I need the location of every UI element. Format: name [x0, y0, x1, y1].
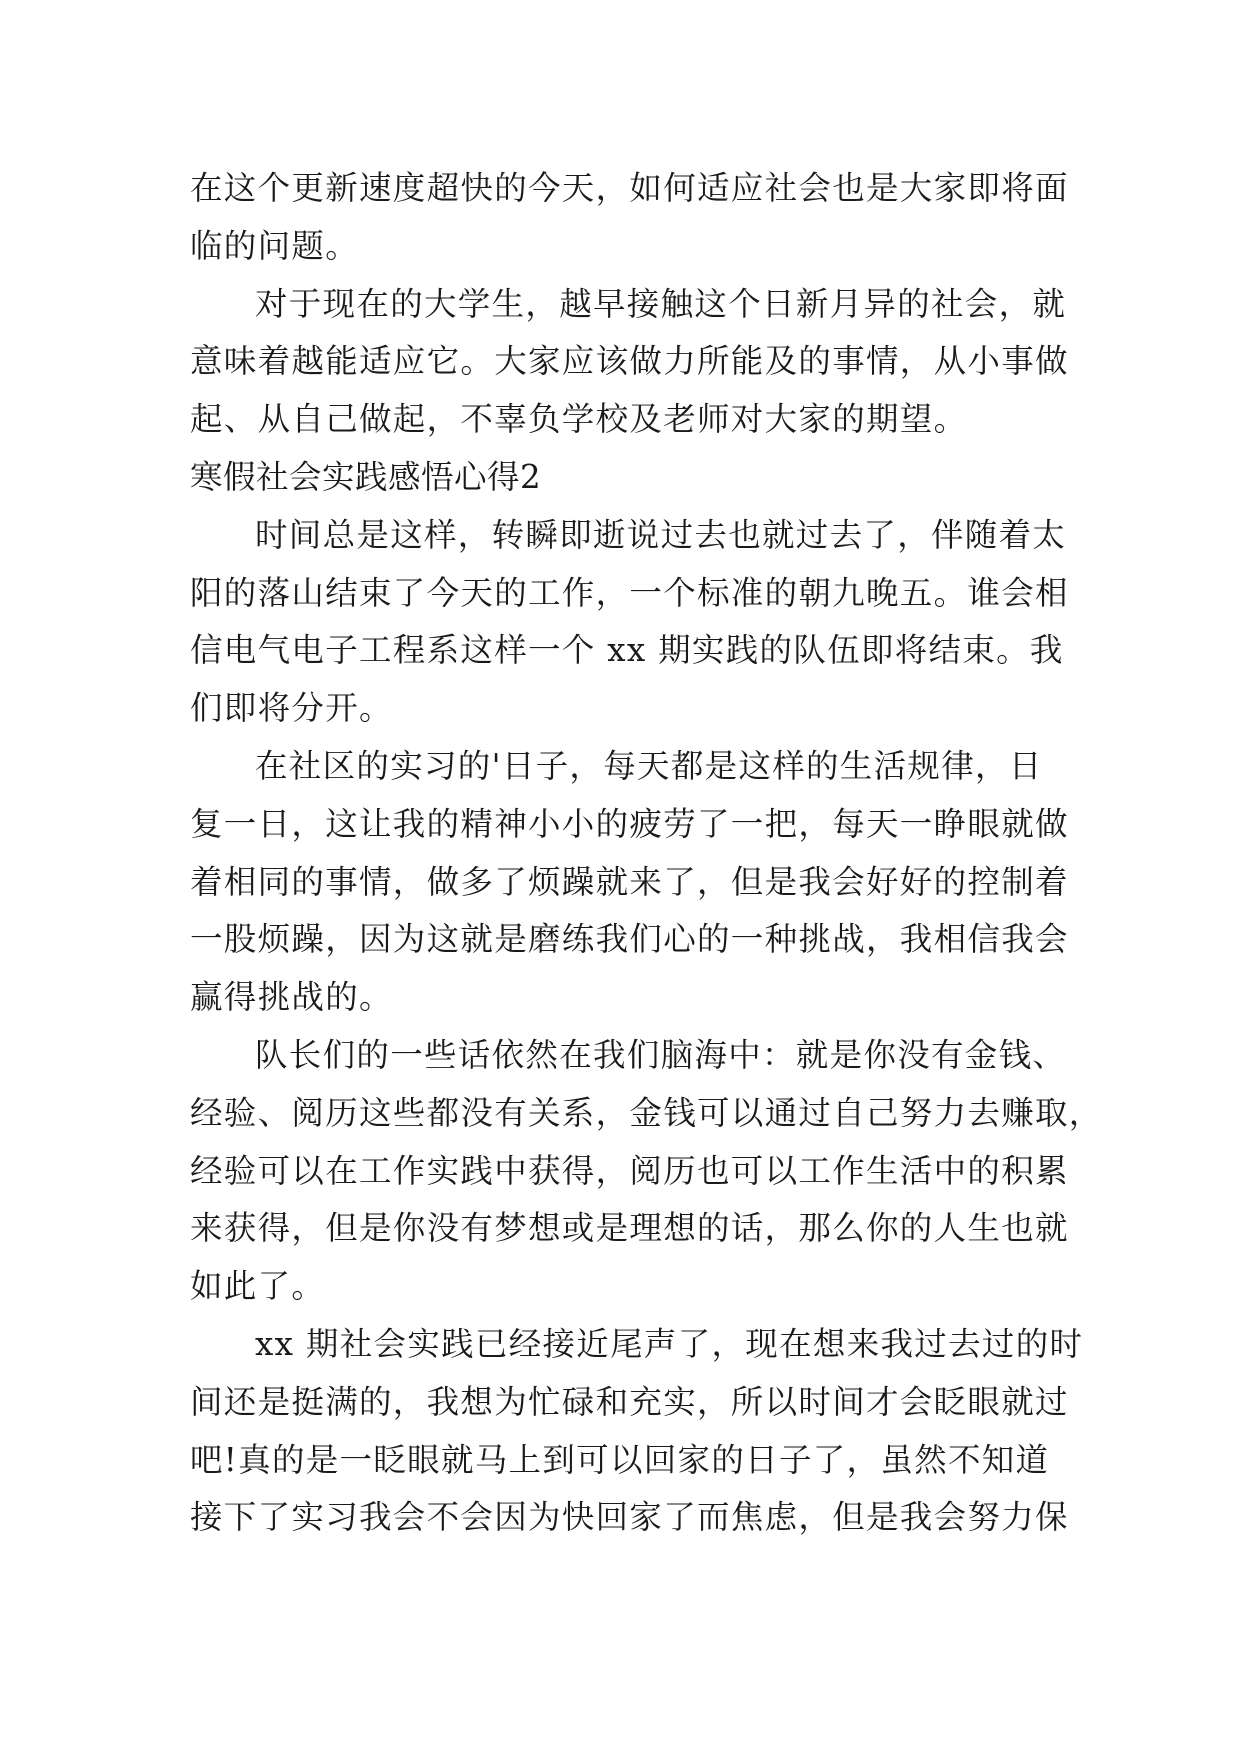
body-line: 间还是挺满的，我想为忙碌和充实，所以时间才会眨眼就过: [190, 1382, 1069, 1421]
body-line: 意味着越能适应它。大家应该做力所能及的事情，从小事做: [190, 342, 1069, 381]
body-line: 如此了。: [190, 1267, 326, 1306]
paragraph-start-line: 时间总是这样，转瞬即逝说过去也就过去了，伴随着太: [255, 515, 1067, 554]
body-line: 一股烦躁，因为这就是磨练我们心的一种挑战，我相信我会: [190, 920, 1069, 959]
document-body: [190, 160, 1103, 1547]
body-line: 来获得，但是你没有梦想或是理想的话，那么你的人生也就: [190, 1209, 1069, 1248]
body-line: 吧!真的是一眨眼就马上到可以回家的日子了，虽然不知道: [190, 1440, 1050, 1479]
paragraph-start-line: 在社区的实习的'日子，每天都是这样的生活规律，日: [255, 746, 1043, 785]
body-line: 赢得挑战的。: [190, 978, 393, 1017]
body-line: 起、从自己做起，不辜负学校及老师对大家的期望。: [190, 400, 968, 439]
body-line: 们即将分开。: [190, 689, 393, 728]
body-line: 经验、阅历这些都没有关系，金钱可以通过自己努力去赚取，: [190, 1093, 1103, 1132]
body-line: 接下了实习我会不会因为快回家了而焦虑，但是我会努力保: [190, 1498, 1069, 1537]
body-line: 在这个更新速度超快的今天，如何适应社会也是大家即将面: [190, 169, 1069, 207]
paragraph-start-line: 对于现在的大学生，越早接触这个日新月异的社会，就: [255, 284, 1067, 323]
section-heading: 寒假社会实践感悟心得2: [190, 457, 542, 496]
paragraph-start-line: xx 期社会实践已经接近尾声了，现在想来我过去过的时: [255, 1324, 1084, 1363]
body-line: 临的问题。: [190, 226, 360, 265]
body-line: 信电气电子工程系这样一个 xx 期实践的队伍即将结束。我: [190, 631, 1064, 670]
paragraph-start-line: 队长们的一些话依然在我们脑海中：就是你没有金钱、: [255, 1035, 1067, 1074]
body-line: 复一日，这让我的精神小小的疲劳了一把，每天一睁眼就做: [190, 804, 1069, 843]
body-line: 阳的落山结束了今天的工作，一个标准的朝九晚五。谁会相: [190, 573, 1069, 612]
body-line: 着相同的事情，做多了烦躁就来了，但是我会好好的控制着: [190, 862, 1069, 901]
body-line: 经验可以在工作实践中获得，阅历也可以工作生活中的积累: [190, 1151, 1069, 1190]
